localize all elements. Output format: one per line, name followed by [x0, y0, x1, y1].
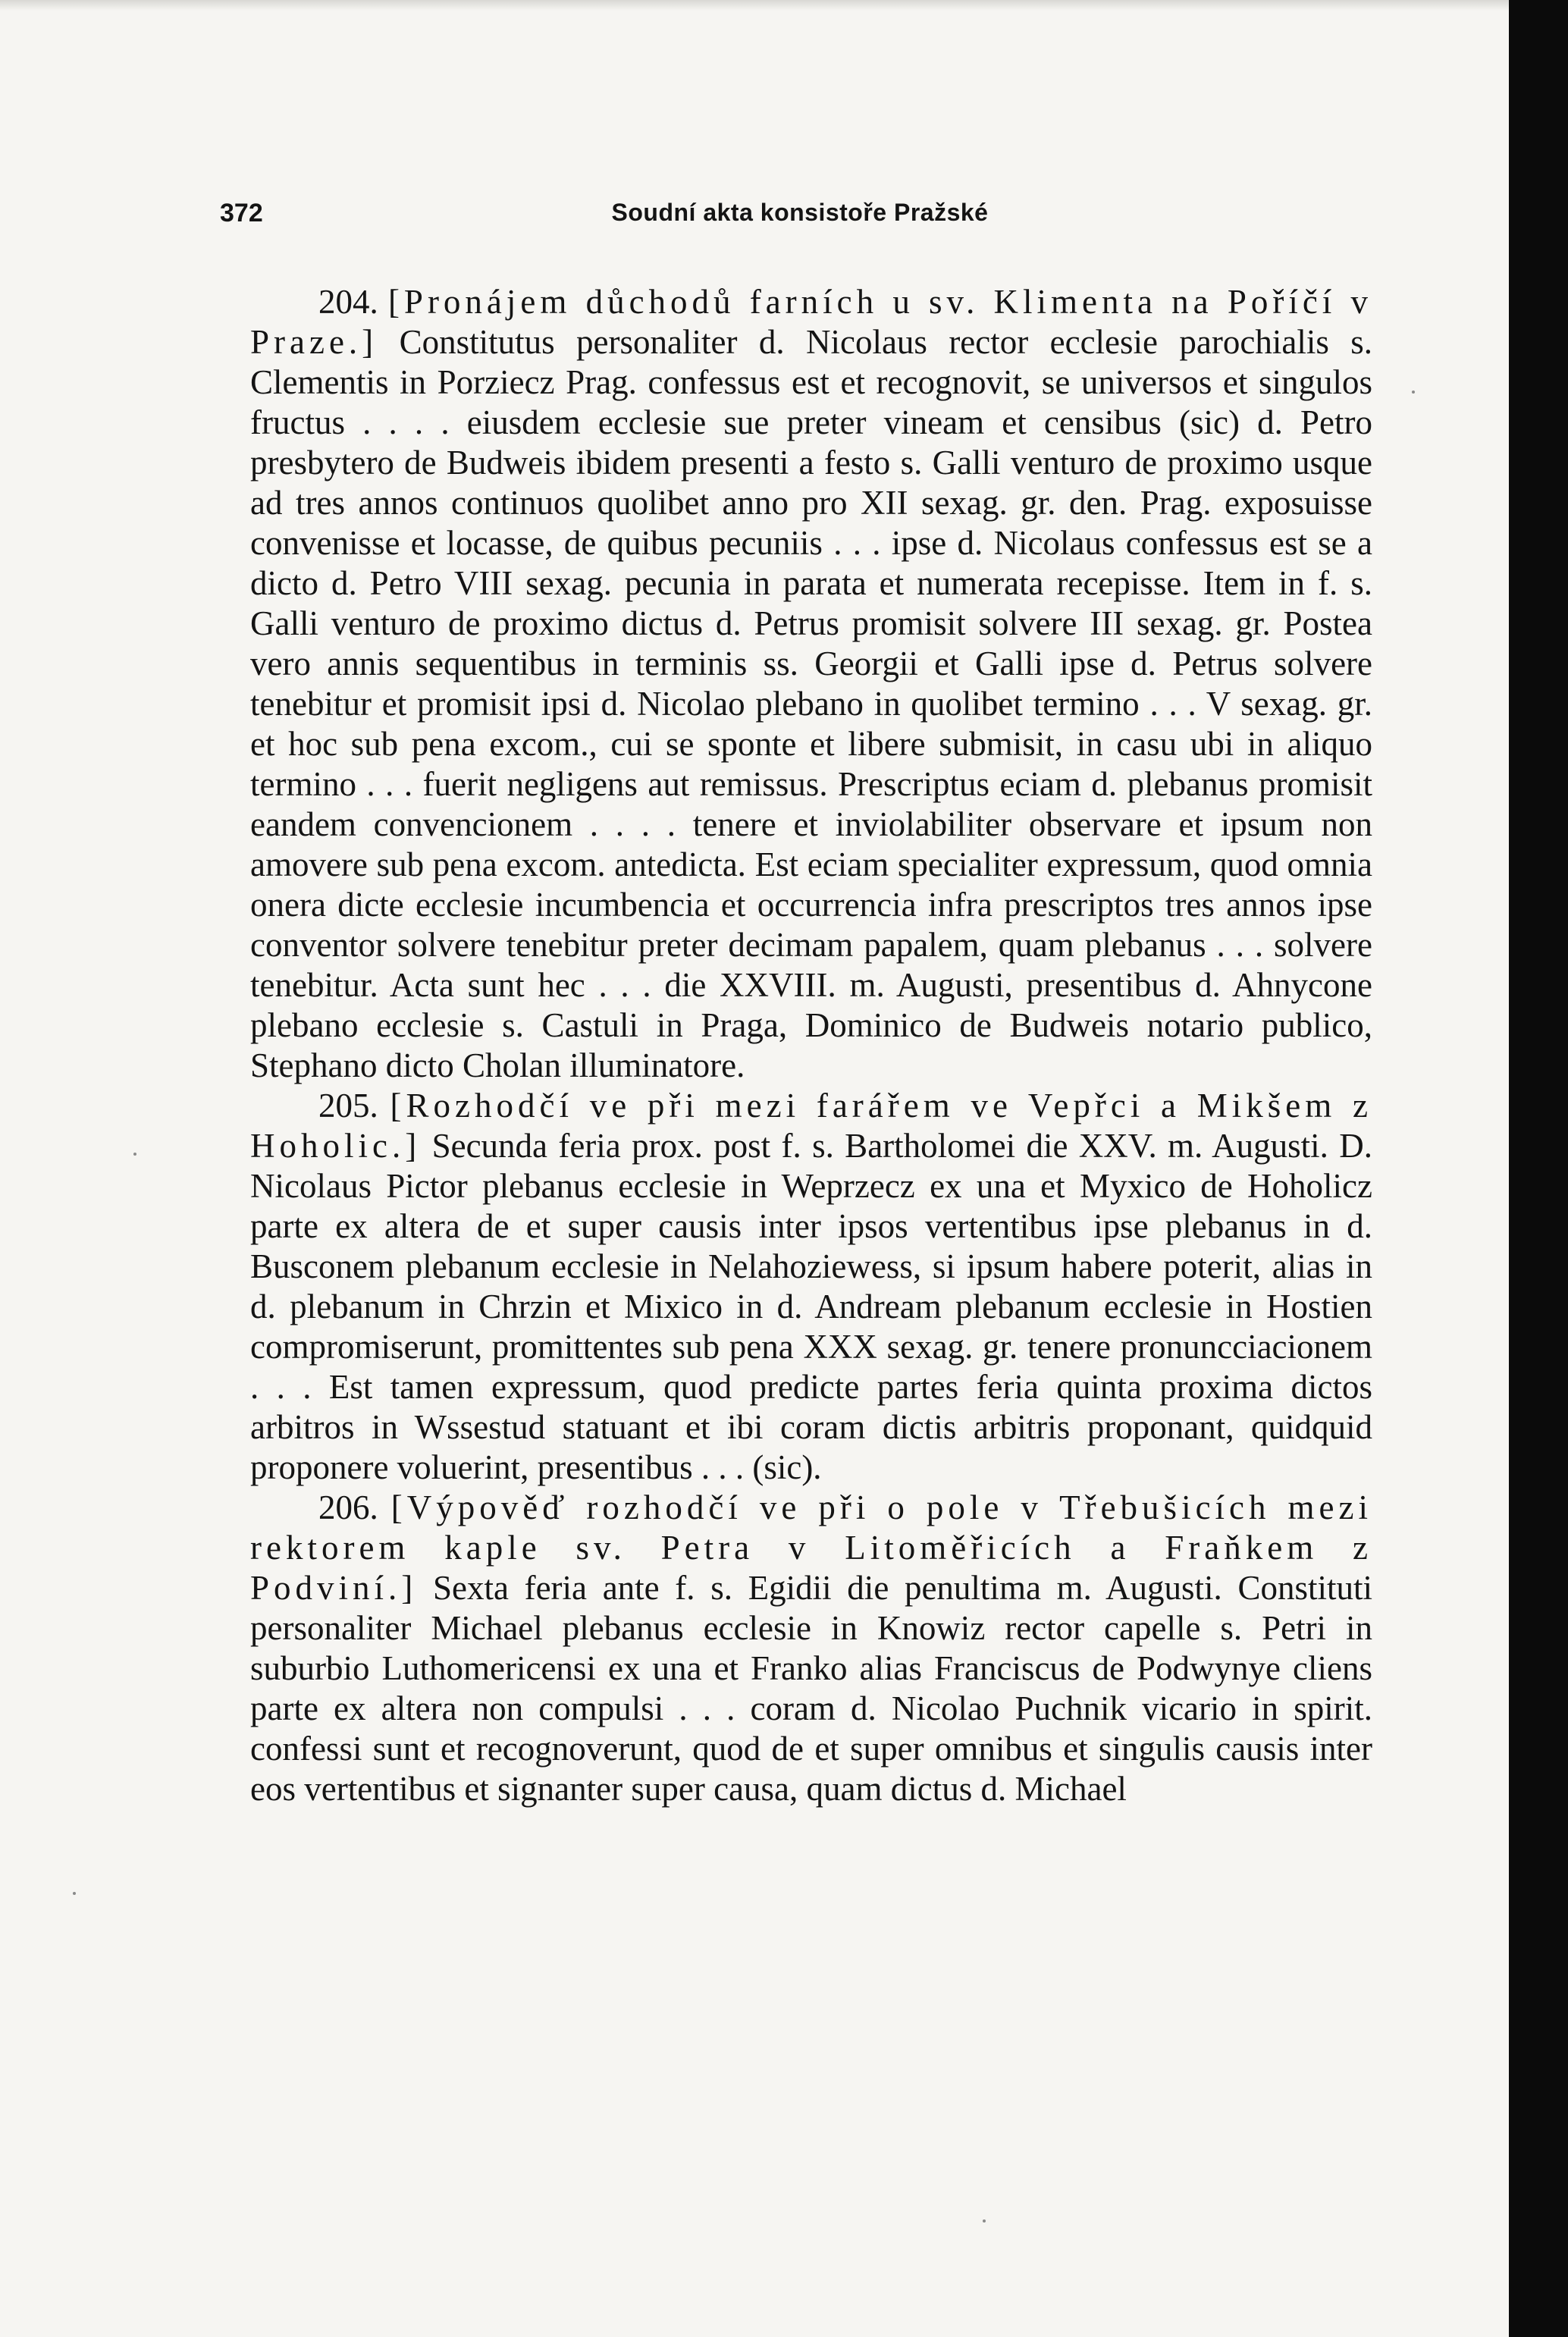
entry-206 [250, 1488, 1372, 1809]
running-title: Soudní akta konsistoře Pražské [611, 199, 989, 226]
page-header [220, 199, 1380, 237]
entry-number: 204. [318, 283, 378, 321]
entry-text: Sexta feria ante f. s. Egidii die penultima m. Augusti. Constituti personaliter Michael plebanus ecclesie in Knowiz rector capelle s. Petri in suburbio Luthomericensi ex una et Franko alias Franciscus de Podwynye cliens parte ex altera non compulsi . . . coram d. Nicolao Puchnik vicario in spirit. confessi sunt et recognoverunt, quod de et super omnibus et singulis causis inter eos vertentibus et signanter super causa, quam dictus d. Michael [250, 1569, 1372, 1808]
entry-number: 205. [318, 1087, 378, 1125]
entry-text: Secunda feria prox. post f. s. Bartholomei die XXV. m. Augusti. D. Nicolaus Pictor plebanus ecclesie in Weprzecz ex una et Myxico de Hoholicz parte ex altera de et super causis inter ipsos vertentibus ipse plebanus in d. Busconem plebanum ecclesie in Nelahoziewess, si ipsum habere poterit, alias in d. plebanum in Chrzin et Mixico in d. Andream plebanum ecclesie in Hostien compromiserunt, promittentes sub pena XXX sexag. gr. tenere pronuncciacionem . . . Est tamen expressum, quod predicte partes feria quinta proxima dictos arbitros in Wssestud statuant et ibi coram dictis arbitris proponant, quidquid proponere voluerint, presentibus . . . (sic). [250, 1127, 1372, 1486]
scan-speck [983, 2219, 986, 2223]
entry-title: [Výpověď rozhodčí ve při o pole v Třebušicích mezi rektorem kaple sv. Petra v Litoměřicích a Fraňkem z Podviní.] [250, 1488, 1372, 1607]
entry-number: 206. [318, 1488, 378, 1526]
entry-204 [250, 282, 1372, 1086]
entry-text: Constitutus personaliter d. Nicolaus rector ecclesie parochialis s. Clementis in Porziecz Prag. confessus est et recognovit, se universos et singulos fructus . . . . eiusdem ecclesie sue preter vineam et censibus (sic) d. Petro presbytero de Budweis ibidem presenti a festo s. Galli venturo de proximo usque ad tres annos continuos quolibet anno pro XII sexag. gr. den. Prag. exposuisse convenisse et locasse, de quibus pecuniis . . . ipse d. Nicolaus confessus est se a dicto d. Petro VIII sexag. pecunia in parata et numerata recepisse. Item in f. s. Galli venturo de proximo dictus d. Petrus promisit solvere III sexag. gr. Postea vero annis sequentibus in terminis ss. Georgii et Galli ipse d. Petrus solvere tenebitur et promisit ipsi d. Nicolao plebano in quolibet termino . . . V sexag. gr. et hoc sub pena excom., cui se sponte et libere submisit, in casu ubi in aliquo termino . . . fuerit negligens aut remissus. Prescriptus eciam d. plebanus promisit eandem convencionem . . . . tenere et inviolabiliter observare et ipsum non amovere sub pena excom. antedicta. Est eciam specialiter expressum, quod omnia onera dicte ecclesie incumbencia et occurrencia infra prescriptos tres annos ipse conventor solvere tenebitur preter decimam papalem, quam plebanus . . . solvere tenebitur. Acta sunt hec . . . die XXVIII. m. Augusti, presentibus d. Ahnycone plebano ecclesie s. Castuli in Praga, Dominico de Budweis notario publico, Stephano dicto Cholan illuminatore. [250, 323, 1372, 1084]
entry-title: [Pronájem důchodů farních u sv. Klimenta na Poříčí v Praze.] [250, 283, 1372, 361]
scan-speck [73, 1892, 76, 1895]
entry-title: [Rozhodčí ve při mezi farářem ve Vepřci a Mikšem z Hoholic.] [250, 1087, 1372, 1165]
document-body [250, 282, 1372, 1809]
scan-speck [1412, 391, 1415, 394]
entry-205 [250, 1086, 1372, 1488]
scan-speck [133, 1153, 136, 1156]
page-top-edge [0, 0, 1509, 11]
scan-border [1509, 0, 1568, 2337]
page-number: 372 [220, 199, 263, 227]
